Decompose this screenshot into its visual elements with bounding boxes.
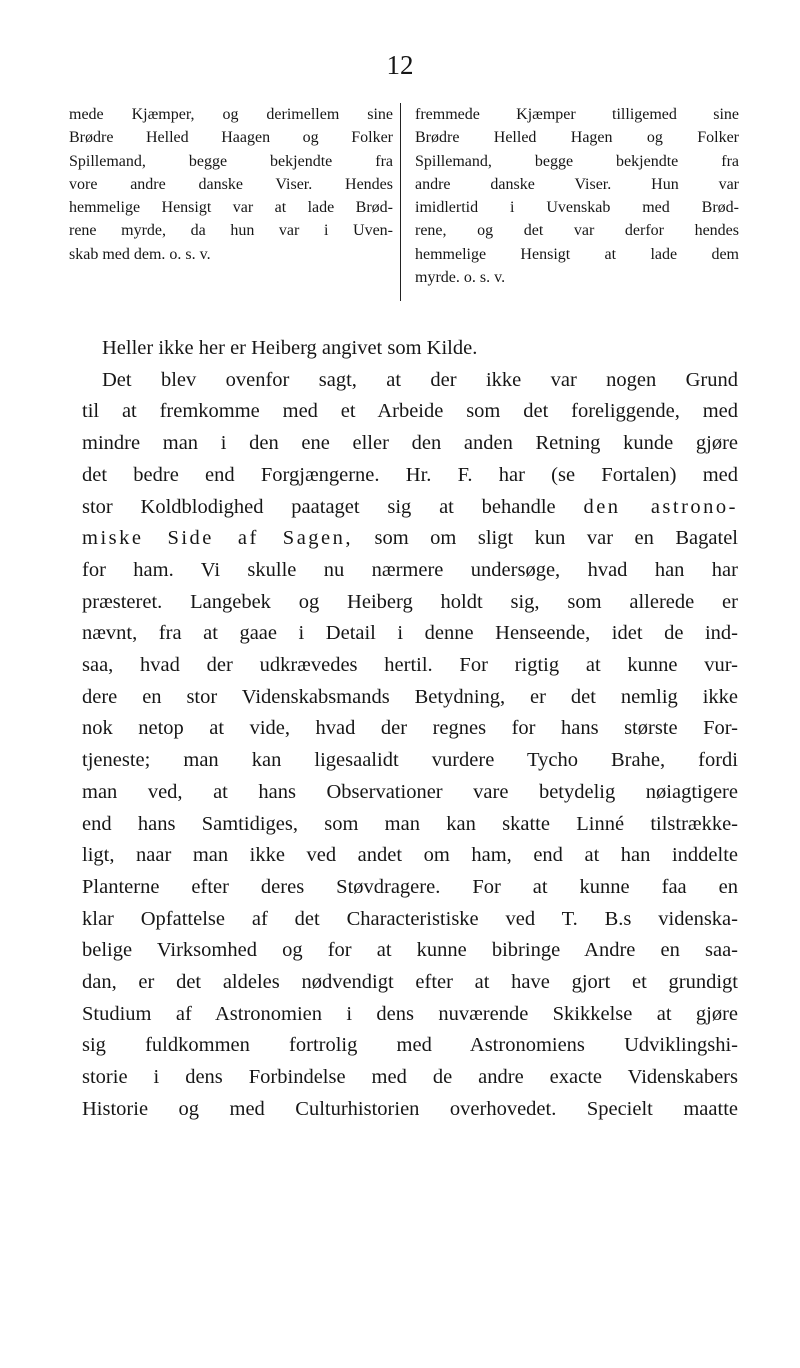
right-column-line: rene, og det var derfor hendes xyxy=(415,222,739,240)
body-line-text: stor Koldblodighed paataget sig at behandle xyxy=(82,495,556,518)
spaced-emphasis: miske Side af Sagen, xyxy=(82,527,354,550)
body-line: for ham. Vi skulle nu nærmere undersøge, hvad han har xyxy=(82,558,738,581)
body-line: det bedre end Forgjængerne. Hr. F. har (se Fortalen) med xyxy=(82,463,738,486)
body-line: nævnt, fra at gaae i Detail i denne Henseende, idet de ind- xyxy=(82,622,738,645)
column-divider xyxy=(400,103,401,301)
page-number: 12 xyxy=(386,50,414,80)
left-column-line: rene myrde, da hun var i Uven- xyxy=(69,222,393,240)
body-line: dan, er det aldeles nødvendigt efter at have gjort et grundigt xyxy=(82,971,738,994)
spaced-emphasis: den astrono- xyxy=(583,495,738,518)
left-column-line: mede Kjæmper, og derimellem sine xyxy=(69,106,393,123)
body-line: sig fuldkommen fortrolig med Astronomiens Udviklingshi- xyxy=(82,1034,738,1057)
right-column-line: hemmelige Hensigt at lade dem xyxy=(415,245,739,263)
body-line: man ved, at hans Observationer vare betydelig nøiagtigere xyxy=(82,780,738,803)
right-column-line: Brødre Helled Hagen og Folker xyxy=(415,129,739,147)
body-line: end hans Samtidiges, som man kan skatte Linné tilstrække- xyxy=(82,812,738,835)
body-line: storie i dens Forbindelse med de andre exacte Videnskabers xyxy=(82,1066,738,1089)
right-column-line: andre danske Viser. Hun var xyxy=(415,175,739,193)
left-column-line: hemmelige Hensigt var at lade Brød- xyxy=(69,199,393,217)
body-line: Det blev ovenfor sagt, at der ikke var nogen Grund xyxy=(102,368,738,391)
body-line: belige Virksomhed og for at kunne bibringe Andre en saa- xyxy=(82,939,738,962)
body-line-text: som om sligt kun var en Bagatel xyxy=(374,527,738,550)
right-column-line: imidlertid i Uvenskab med Brød- xyxy=(415,199,739,217)
body-line: dere en stor Videnskabsmands Betydning, er det nemlig ikke xyxy=(82,685,738,708)
body-paragraphs xyxy=(82,333,738,1126)
body-line: klar Opfattelse af det Characteristiske ved T. B.s videnska- xyxy=(82,907,738,930)
body-line: Studium af Astronomien i dens nuværende Skikkelse at gjøre xyxy=(82,1002,738,1025)
left-column-line: skab med dem. o. s. v. xyxy=(69,245,211,263)
left-column-line: Spillemand, begge bekjendte fra xyxy=(69,152,393,170)
body-line: Historie og med Culturhistorien overhovedet. Specielt maatte xyxy=(82,1097,738,1120)
left-column-line: Brødre Helled Haagen og Folker xyxy=(69,129,393,147)
body-line: mindre man i den ene eller den anden Retning kunde gjøre xyxy=(82,432,738,455)
body-line xyxy=(82,492,738,524)
right-column-line: myrde. o. s. v. xyxy=(415,269,506,287)
right-column-line: Spillemand, begge bekjendte fra xyxy=(415,152,739,170)
body-line xyxy=(82,523,738,555)
body-line: til at fremkomme med et Arbeide som det foreliggende, med xyxy=(82,400,738,423)
left-column xyxy=(69,103,393,266)
body-line: saa, hvad der udkrævedes hertil. For rigtig at kunne vur- xyxy=(82,654,738,677)
two-column-quotation xyxy=(69,103,739,301)
body-line: nok netop at vide, hvad der regnes for hans største For- xyxy=(82,717,738,740)
body-line: Heller ikke her er Heiberg angivet som Kilde. xyxy=(102,337,478,359)
left-column-line: vore andre danske Viser. Hendes xyxy=(69,175,393,193)
body-line: ligt, naar man ikke ved andet om ham, end at han inddelte xyxy=(82,844,738,867)
right-column-line: fremmede Kjæmper tilligemed sine xyxy=(415,106,739,123)
right-column xyxy=(415,103,739,289)
body-line: tjeneste; man kan ligesaalidt vurdere Tycho Brahe, fordi xyxy=(82,749,738,772)
body-line: Planterne efter deres Støvdragere. For at kunne faa en xyxy=(82,875,738,898)
body-line: præsteret. Langebek og Heiberg holdt sig, som allerede er xyxy=(82,590,738,613)
